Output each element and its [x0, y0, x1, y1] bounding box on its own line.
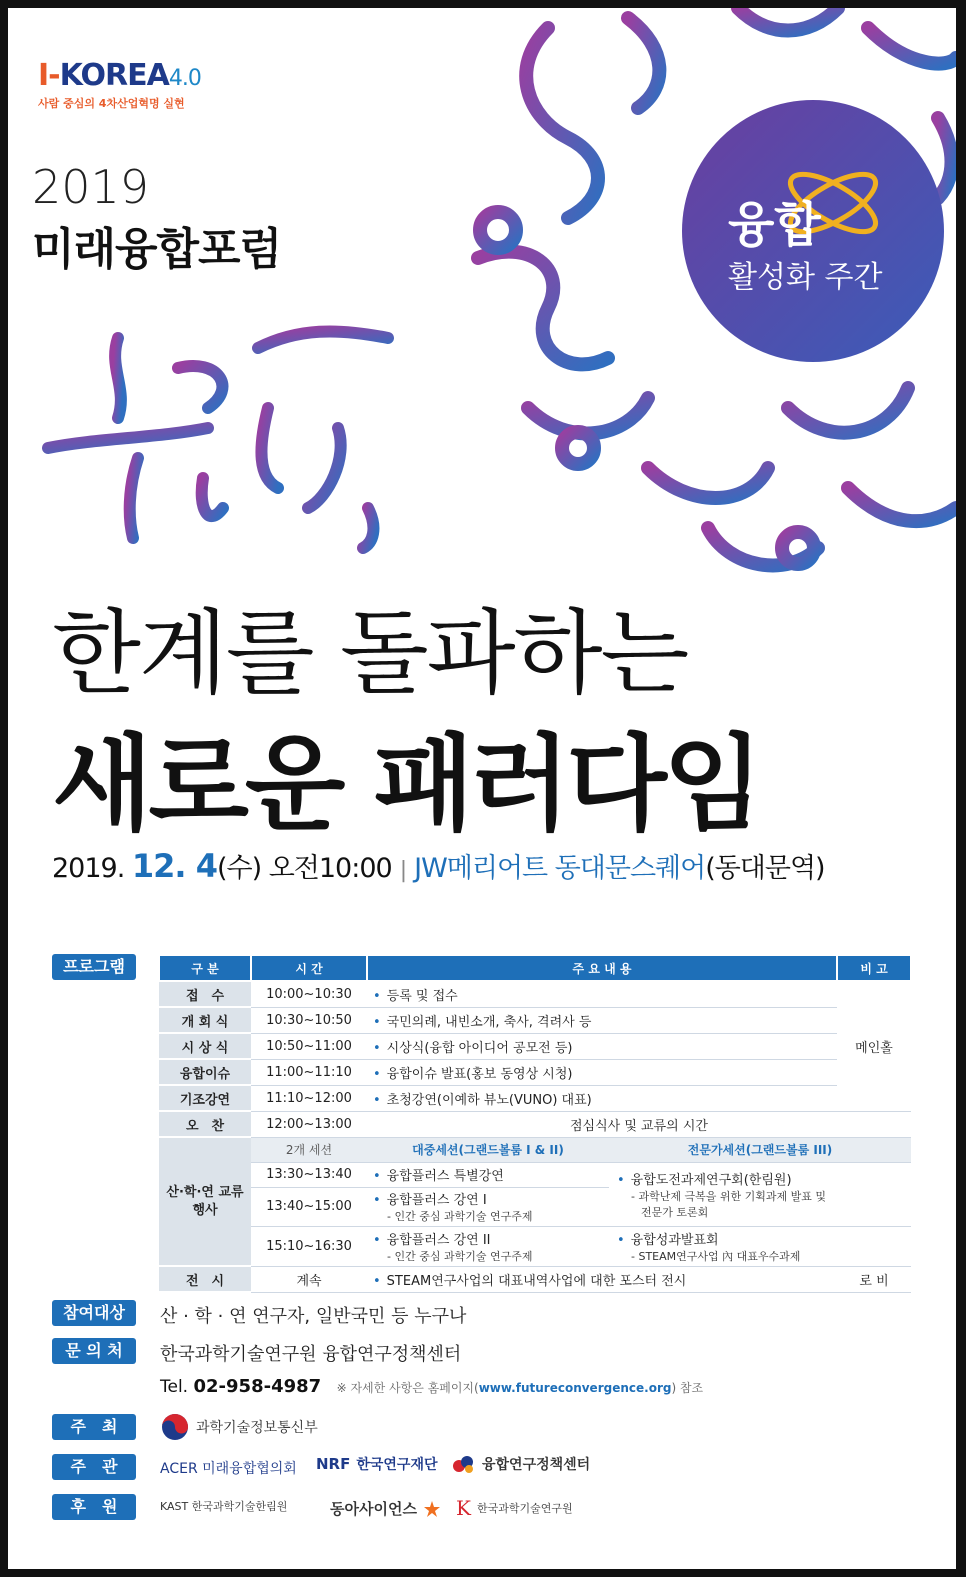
table-row	[159, 1137, 911, 1162]
bullet-icon: •	[617, 1172, 625, 1188]
table-row	[159, 1266, 911, 1292]
host-org	[160, 1412, 318, 1442]
sponsor-org-3-name: 한국과학기술연구원	[476, 1502, 573, 1515]
row-content: 점심식사 및 교류의 시간	[367, 1111, 911, 1137]
label-inquiry: 문 의 처	[52, 1338, 136, 1364]
brand-i: I-	[38, 58, 60, 93]
row-content	[367, 1007, 837, 1033]
row-content	[367, 1187, 609, 1226]
row-content	[367, 1266, 837, 1292]
row-content	[367, 1162, 609, 1187]
bullet-icon: •	[373, 1014, 381, 1030]
row-content	[367, 1085, 837, 1111]
row-category: 시 상 식	[159, 1033, 251, 1059]
sponsor-org-1: KAST 한국과학기술한림원	[160, 1500, 288, 1513]
homepage-note	[337, 1381, 704, 1395]
label-sponsor: 후 원	[52, 1494, 136, 1520]
nrf-icon: NRF	[316, 1455, 351, 1473]
bullet-icon: •	[373, 988, 381, 1004]
row-time: 15:10~16:30	[251, 1226, 367, 1266]
table-row	[159, 1111, 911, 1137]
table-header: 시 간	[251, 955, 367, 981]
table-row	[159, 1226, 911, 1266]
date-prefix: 2019.	[52, 853, 125, 884]
row-note-mainhall: 메인홀	[837, 981, 911, 1111]
table-header: 비 고	[837, 955, 911, 981]
bullet-icon: •	[373, 1040, 381, 1056]
table-row	[159, 1085, 911, 1111]
note-prefix: ※ 자세한 사항은 홈페이지(	[336, 1381, 479, 1395]
station: (동대문역)	[705, 853, 825, 884]
row-content	[367, 1033, 837, 1059]
row-category: 오 찬	[159, 1111, 251, 1137]
homepage-link[interactable]: www.futureconvergence.org	[478, 1381, 672, 1395]
date-highlight: 12. 4	[131, 847, 217, 885]
sponsor-org-2-name: 동아사이언스	[330, 1500, 417, 1518]
inquiry-text: 한국과학기술연구원 융합연구정책센터	[160, 1344, 462, 1365]
tel-number: 02-958-4987	[193, 1376, 322, 1397]
table-row	[159, 1033, 911, 1059]
bullet-icon: •	[373, 1193, 381, 1208]
brand-korea: KOREA	[59, 58, 169, 93]
row-content-text: 초청강연(이예하 뷰노(VUNO) 대표)	[386, 1092, 592, 1108]
session-a-header: 대중세션(그랜드볼룸 I & II)	[367, 1137, 609, 1162]
forum-title: 미래융합포럼	[32, 224, 282, 275]
row-category: 산·학·연 교류 행사	[159, 1137, 251, 1266]
poster	[8, 8, 956, 1569]
sponsor-org-2	[330, 1498, 441, 1519]
row-content-text: 융합성과발표회	[630, 1232, 719, 1248]
row-time: 10:30~10:50	[251, 1007, 367, 1033]
sessions-label: 2개 세션	[251, 1137, 367, 1162]
hero-line-2: 새로운 패러다임	[52, 723, 760, 845]
row-time: 11:00~11:10	[251, 1059, 367, 1085]
row-content-text: STEAM연구사업의 대표내역사업에 대한 포스터 전시	[386, 1273, 687, 1289]
row-category: 접 수	[159, 981, 251, 1007]
brand-wordmark	[38, 58, 201, 93]
label-audience: 참여대상	[52, 1300, 136, 1326]
row-content-subtext: - 과학난제 극복을 위한 기획과제 발표 및	[631, 1189, 826, 1203]
row-content-subtext: - 인간 중심 과학기술 연구주제	[387, 1249, 533, 1263]
badge-main-text: 융합	[728, 197, 821, 253]
row-content-text: 융합플러스 강연 II	[386, 1232, 491, 1248]
dongascience-star-icon	[423, 1500, 441, 1518]
organizer-org-2	[316, 1454, 438, 1474]
event-dateline	[52, 846, 825, 885]
bullet-icon: •	[373, 1273, 381, 1289]
row-time: 10:00~10:30	[251, 981, 367, 1007]
row-content-text: 융합이슈 발표(홍보 동영상 시청)	[386, 1066, 573, 1082]
row-category: 융합이슈	[159, 1059, 251, 1085]
table-header: 주 요 내 용	[367, 955, 837, 981]
date-separator: |	[399, 858, 407, 883]
sponsor-org-3	[456, 1496, 573, 1520]
row-category: 전 시	[159, 1266, 251, 1292]
note-suffix: ) 참조	[671, 1381, 704, 1395]
table-row	[159, 981, 911, 1007]
row-time: 11:10~12:00	[251, 1085, 367, 1111]
row-content-text: 국민의례, 내빈소개, 축사, 격려사 등	[386, 1014, 592, 1030]
row-time: 13:30~13:40	[251, 1162, 367, 1187]
row-content	[367, 1059, 837, 1085]
row-content-subtext: 전문가 토론회	[641, 1205, 709, 1219]
row-content-subtext: - STEAM연구사업 內 대표우수과제	[631, 1249, 801, 1263]
organizer-org-3-name: 융합연구정책센터	[482, 1457, 591, 1473]
forum-year: 2019	[32, 160, 150, 214]
badge-sub-text: 활성화 주간	[728, 260, 883, 295]
organizer-org-1: ACER 미래융합협의회	[160, 1461, 297, 1477]
session-b-header: 전문가세션(그랜드볼룸 III)	[609, 1137, 911, 1162]
korea-gov-emblem-icon	[160, 1412, 190, 1442]
row-content-text: 융합플러스 강연 I	[386, 1193, 487, 1208]
venue: JW메리어트 동대문스퀘어	[414, 853, 706, 884]
audience-text: 산 · 학 · 연 연구자, 일반국민 등 누구나	[160, 1306, 467, 1327]
row-time: 13:40~15:00	[251, 1187, 367, 1226]
bullet-icon: •	[373, 1066, 381, 1082]
row-content	[367, 981, 837, 1007]
brand-version: 4.0	[168, 66, 201, 91]
host-name: 과학기술정보통신부	[196, 1420, 318, 1436]
label-program: 프로그램	[52, 954, 136, 980]
table-header: 구 분	[159, 955, 251, 981]
hero-line-1: 한계를 돌파하는	[52, 600, 688, 707]
organizer-org-3	[452, 1454, 590, 1474]
row-note: 로 비	[837, 1266, 911, 1292]
tel-label: Tel.	[160, 1377, 189, 1397]
session-b-cell-2	[609, 1226, 911, 1266]
row-content-text: 융합플러스 특별강연	[386, 1169, 504, 1184]
table-header-row	[159, 955, 911, 981]
session-b-cell-1	[609, 1162, 911, 1226]
row-time: 12:00~13:00	[251, 1111, 367, 1137]
bullet-icon: •	[373, 1232, 381, 1248]
row-content-subtext: - 인간 중심 과학기술 연구주제	[387, 1210, 533, 1223]
date-rest: (수) 오전10:00	[216, 853, 392, 884]
row-content-text: 등록 및 접수	[386, 988, 458, 1004]
bullet-icon: •	[617, 1232, 625, 1248]
label-host: 주 최	[52, 1414, 136, 1440]
row-content-text: 시상식(융합 아이디어 공모전 등)	[386, 1040, 573, 1056]
row-content-text: 융합도전과제연구회(한림원)	[630, 1172, 792, 1188]
bullet-icon: •	[373, 1169, 381, 1184]
row-category: 개 회 식	[159, 1007, 251, 1033]
organizer-org-2-name: 한국연구재단	[356, 1457, 438, 1473]
row-content	[367, 1226, 609, 1266]
row-category: 기조강연	[159, 1085, 251, 1111]
row-time: 계속	[251, 1266, 367, 1292]
table-row	[159, 1162, 911, 1187]
kist-logo-icon: K	[456, 1496, 471, 1520]
label-organizer: 주 관	[52, 1454, 136, 1480]
contact-line	[160, 1376, 703, 1397]
table-row	[159, 1007, 911, 1033]
i-korea-logo	[38, 58, 201, 111]
table-row	[159, 1059, 911, 1085]
row-time: 10:50~11:00	[251, 1033, 367, 1059]
program-table	[158, 954, 912, 1293]
bullet-icon: •	[373, 1092, 381, 1108]
brand-tagline: 사람 중심의 4차산업혁명 실현	[38, 97, 185, 110]
kist-cluster-icon	[452, 1454, 476, 1474]
